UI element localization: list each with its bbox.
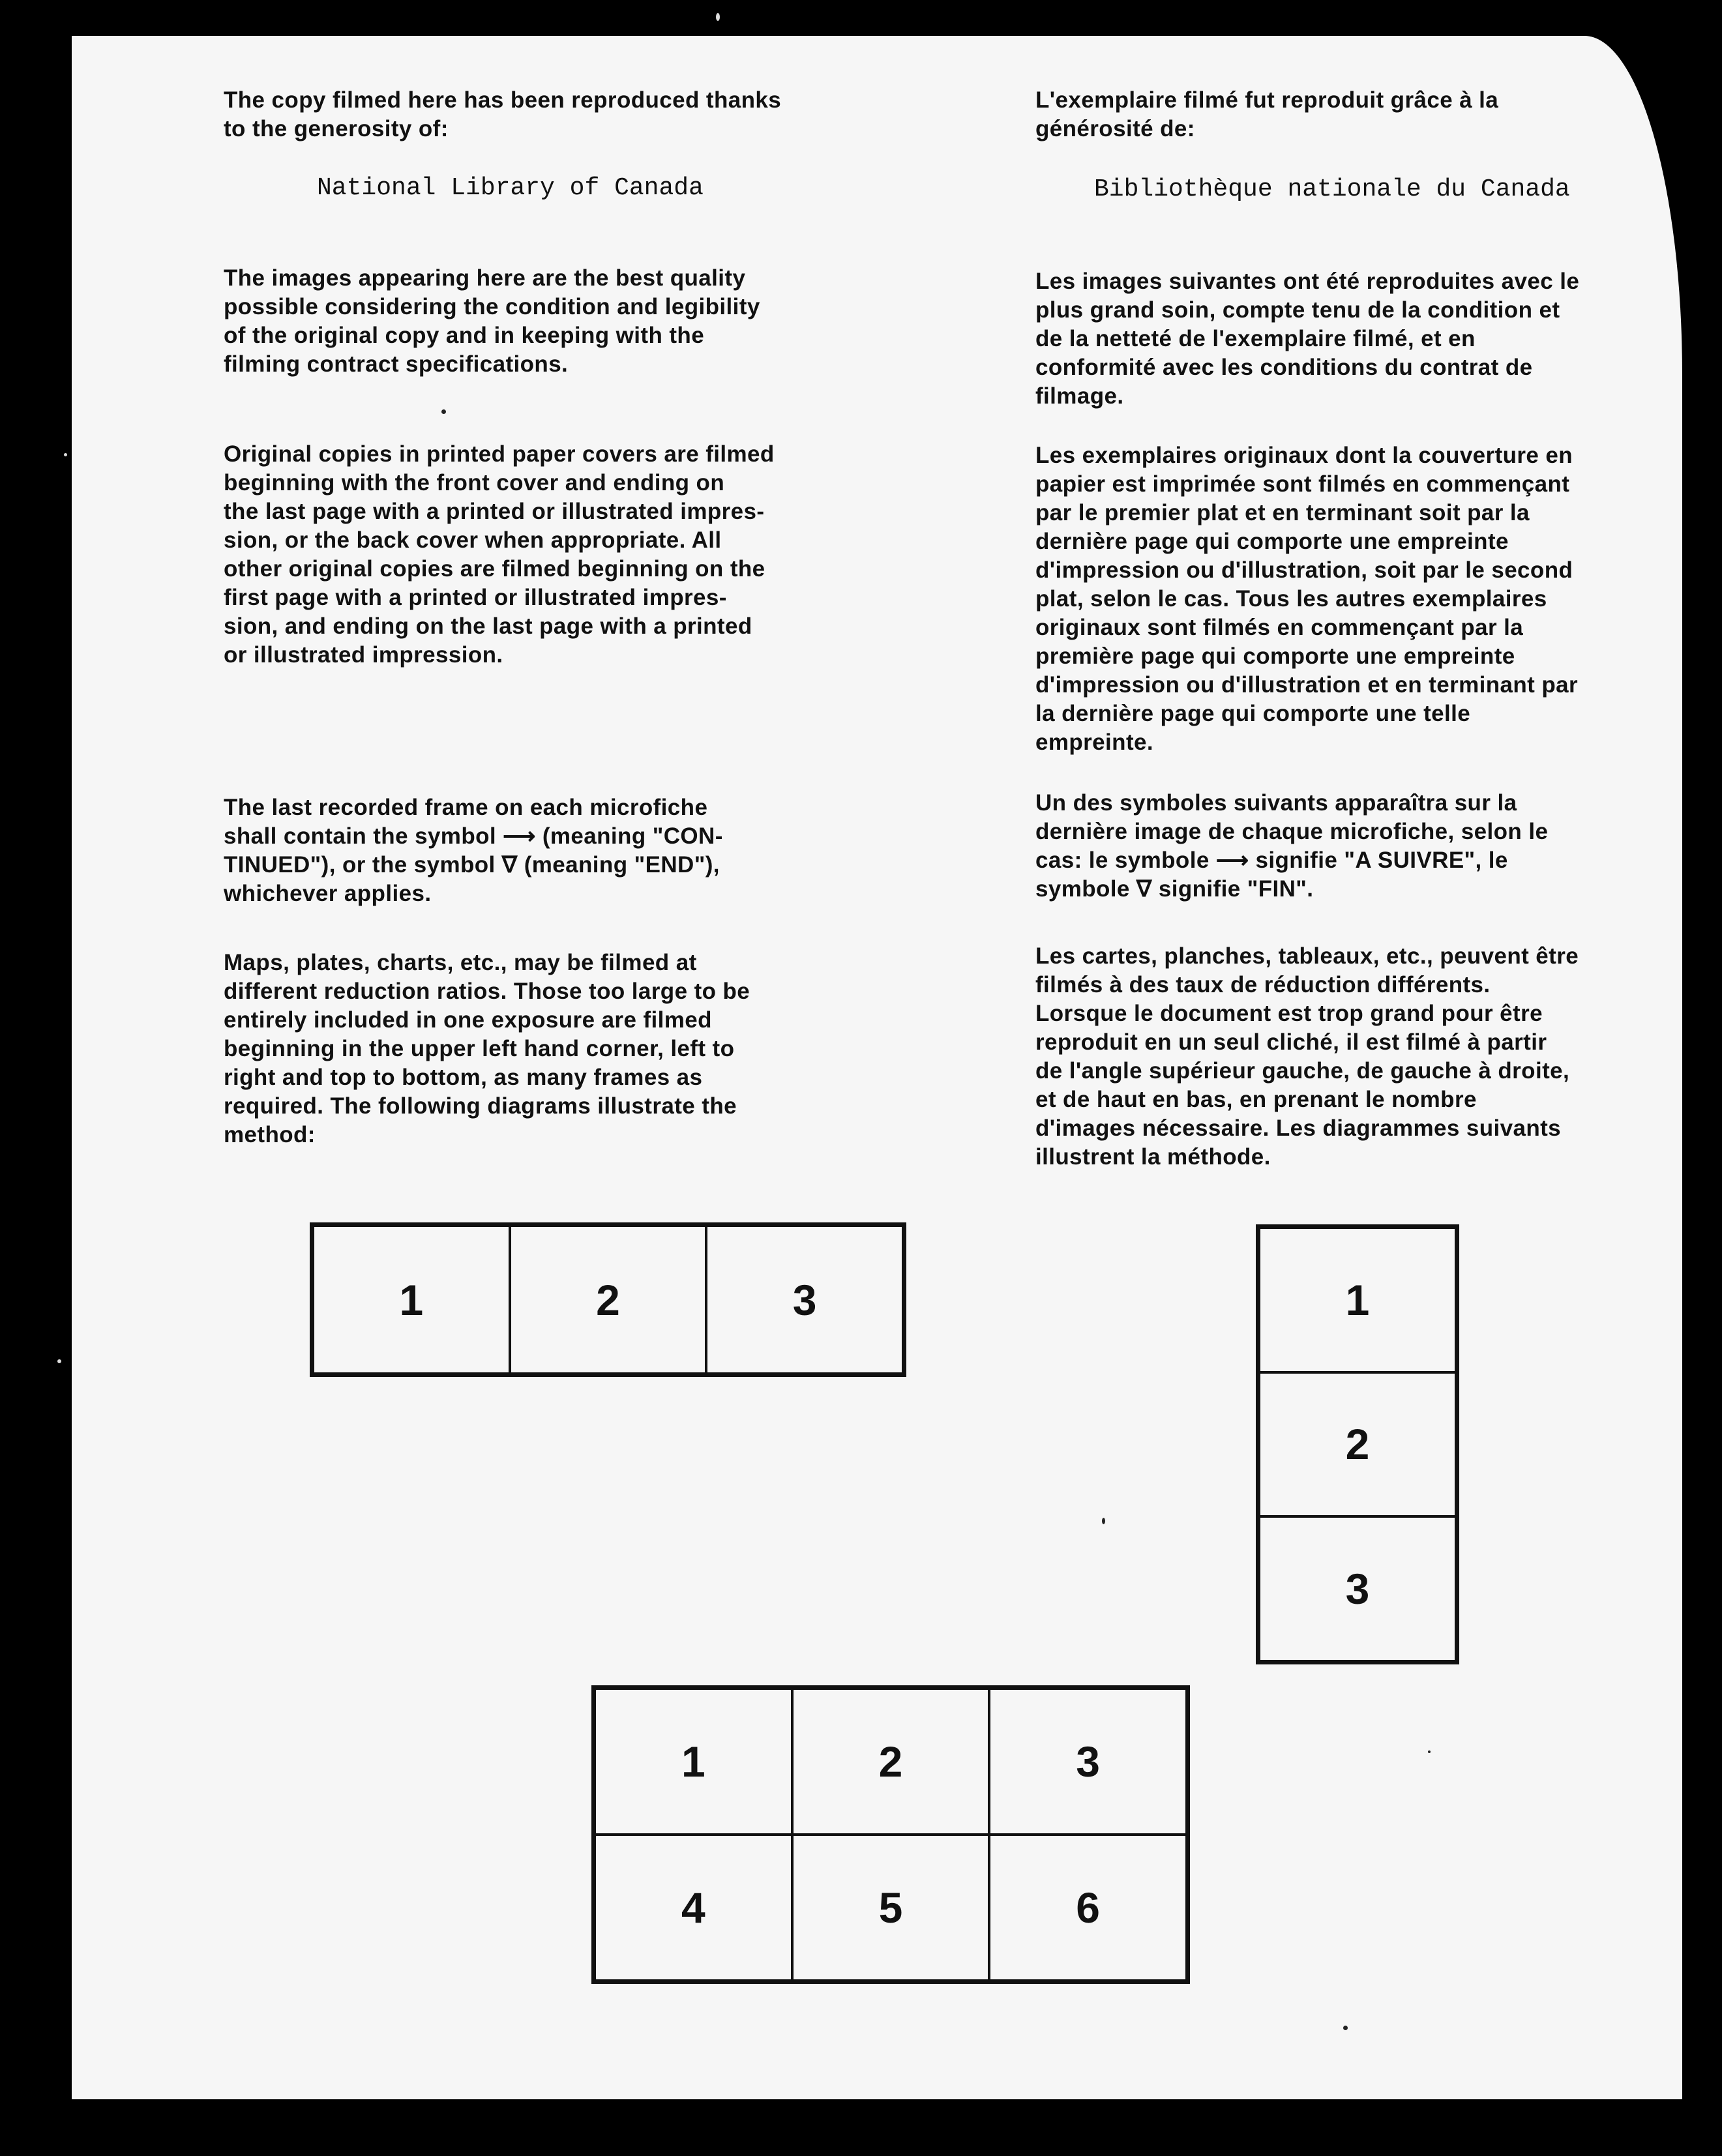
frame-cell: 1 xyxy=(595,1689,792,1835)
vertical-frame-diagram xyxy=(1256,1224,1459,1664)
frame-cell: 2 xyxy=(1259,1372,1456,1517)
grid-frame-diagram xyxy=(591,1685,1190,1984)
film-speck xyxy=(1428,1750,1431,1753)
frame-cell: 2 xyxy=(510,1226,707,1374)
frame-cell: 3 xyxy=(989,1689,1187,1835)
frame-cell: 2 xyxy=(792,1689,990,1835)
horizontal-frame-diagram xyxy=(310,1222,906,1377)
border-speck xyxy=(716,13,720,21)
library-name-fr: Bibliothèque nationale du Canada xyxy=(1094,175,1570,203)
original-copies-paragraph-fr: Les exemplaires originaux dont la couverture en papier est imprimée sont filmés en commençant par le premier plat et en terminant soit par la dernière page qui comporte une empreinte d'impression ou d'illustration, soit par le second plat, selon le cas. Tous les autres exemplaires originaux sont filmés en commençant par la première page qui comporte une empreinte d'impression ou d'illustration et en terminant par la dernière page qui comporte une telle empreinte. xyxy=(1035,443,1579,755)
frame-cell: 4 xyxy=(595,1835,792,1981)
border-speck xyxy=(64,453,67,456)
maps-paragraph-en: Maps, plates, charts, etc., may be filmed at different reduction ratios. Those too large to be entirely included in one exposure are filmed beginning in the upper left hand corner, left to right and top to bottom, as many frames as required. The following diagrams illustrate the method: xyxy=(224,950,750,1147)
film-speck xyxy=(1343,2026,1348,2030)
symbols-paragraph-en: The last recorded frame on each microfiche shall contain the symbol ⟶ (meaning "CON- TINUED"), or the symbol ∇ (meaning "END"), whichever applies. xyxy=(224,795,723,906)
document-page xyxy=(72,36,1682,2099)
frame-cell: 6 xyxy=(989,1835,1187,1981)
frame-cell: 1 xyxy=(1259,1228,1456,1372)
library-name-en: National Library of Canada xyxy=(317,174,704,202)
quality-paragraph-fr: Les images suivantes ont été reproduites avec le plus grand soin, compte tenu de la condition et de la netteté de l'exemplaire filmé, et en conformité avec les conditions du contrat de filmage. xyxy=(1035,269,1580,409)
film-speck xyxy=(441,409,446,414)
border-speck xyxy=(57,1359,61,1363)
symbols-paragraph-fr: Un des symboles suivants apparaîtra sur la dernière image de chaque microfiche, selon le cas: le symbole ⟶ signifie "A SUIVRE", le symbole ∇ signifie "FIN". xyxy=(1035,790,1549,902)
thanks-paragraph-fr: L'exemplaire filmé fut reproduit grâce à la générosité de: xyxy=(1035,87,1499,141)
frame-cell: 3 xyxy=(1259,1516,1456,1661)
original-copies-paragraph-en: Original copies in printed paper covers are filmed beginning with the front cover and ending on the last page with a printed or illustrated impres- sion, or the back cover when appropriate. All other original copies are filmed beginning on the first page with a printed or illustrated impres- sion, and ending on the last page with a printed or illustrated impression. xyxy=(224,441,775,668)
quality-paragraph-en: The images appearing here are the best quality possible considering the condition and legibility of the original copy and in keeping with the filming contract specifications. xyxy=(224,265,760,377)
maps-paragraph-fr: Les cartes, planches, tableaux, etc., peuvent être filmés à des taux de réduction différents. Lorsque le document est trop grand pour être reproduit en un seul cliché, il est filmé à partir de l'angle supérieur gauche, de gauche à droite, et de haut en bas, en prenant le nombre d'images nécessaire. Les diagrammes suivants illustrent la méthode. xyxy=(1035,943,1579,1170)
frame-cell: 5 xyxy=(792,1835,990,1981)
film-speck xyxy=(1102,1518,1105,1524)
thanks-paragraph-en: The copy filmed here has been reproduced thanks to the generosity of: xyxy=(224,87,782,141)
frame-cell: 3 xyxy=(706,1226,903,1374)
frame-cell: 1 xyxy=(313,1226,510,1374)
